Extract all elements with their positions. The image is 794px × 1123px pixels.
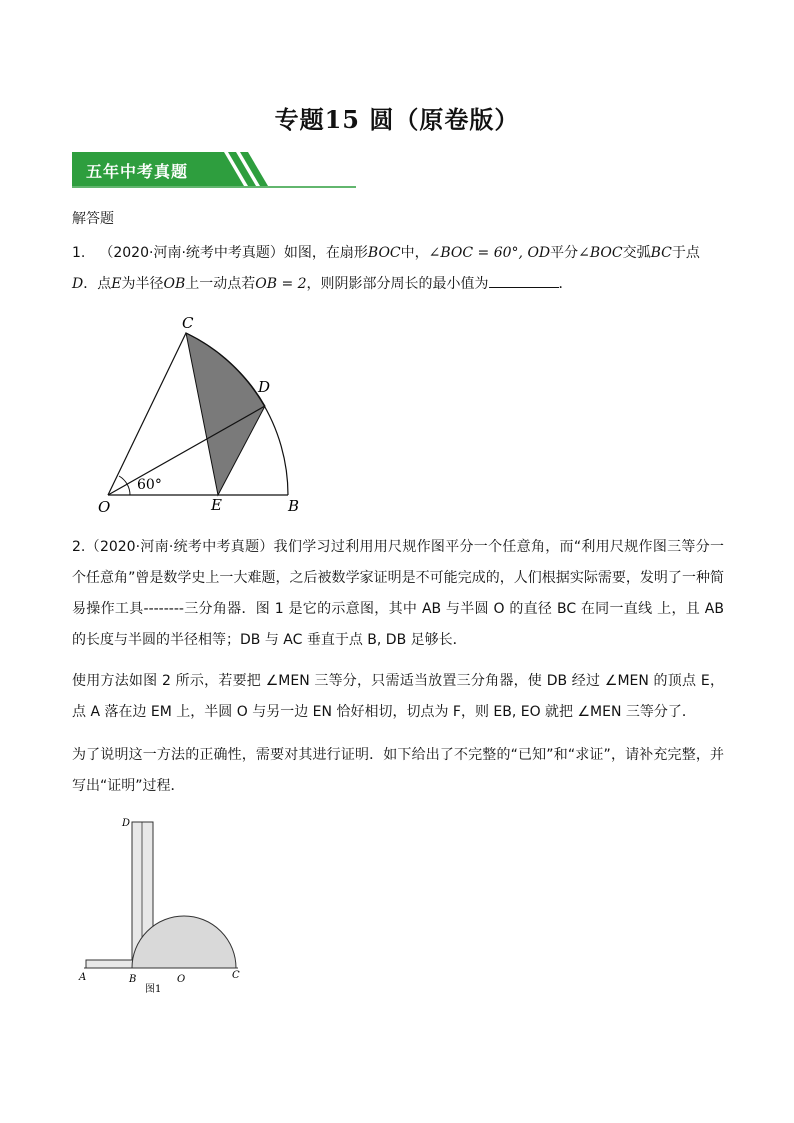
- q1-math-angle-boc: ∠BOC: [578, 245, 623, 261]
- q1-math-angle: ∠BOC = 60°, OD: [428, 245, 551, 261]
- question-2-para-1: 2.（2020·河南·统考中考真题）我们学习过利用用尺规作图平分一个任意角，而“利用尺规作图三等分一个任意角”曾是数学史上一大难题，之后被数学家证明是不可能完成的，人们根据实际需要，发明了一种简易操作工具--------三分角器．图 1 是它的示意图，其中 AB 与半圆 O 的直径 BC 在同一直线 上，且 AB 的长度与半圆的半径相等；DB 与 AC 垂直于点 B, DB 足够长．: [72, 539, 724, 648]
- answer-blank[interactable]: [489, 273, 559, 288]
- section-banner: [72, 152, 356, 188]
- q1-source: （2020·河南·统考中考真题）: [99, 245, 284, 261]
- q1-math-ob-eq: OB = 2: [255, 276, 307, 292]
- question-1: [72, 238, 724, 300]
- page-title: 专题15 圆（原卷版）: [274, 105, 520, 134]
- question-type: 解答题: [72, 211, 114, 227]
- q1-math-e: E: [111, 276, 122, 292]
- q1-math-boc: BOC: [367, 245, 401, 261]
- question-2-para-2: 使用方法如图 2 所示，若要把 ∠MEN 三等分，只需适当放置三分角器，使 DB 经过 ∠MEN 的顶点 E，点 A 落在边 EM 上，半圆 O 与另一边 EN 恰好相切，切点为 F，则 EB, EO 就把 ∠MEN 三等分了．: [72, 673, 724, 720]
- q1-text: ．点: [83, 276, 112, 292]
- q1-number: 1.: [72, 245, 86, 261]
- q1-text: 于点: [671, 245, 700, 261]
- q1-text: 中，: [400, 245, 429, 261]
- q1-text: 交弧: [622, 245, 651, 261]
- label-d2: D: [122, 818, 131, 829]
- figure-trisector: [70, 812, 260, 1002]
- figure-caption: 图1: [145, 984, 162, 995]
- q1-math-bc: BC: [650, 245, 672, 261]
- label-a2: A: [79, 972, 87, 983]
- question-2-para-3: 为了说明这一方法的正确性，需要对其进行证明．如下给出了不完整的“已知”和“求证”，请补充完整，并写出“证明”过程．: [72, 747, 724, 794]
- label-o: O: [98, 498, 111, 516]
- label-c: C: [182, 314, 194, 332]
- figure-sector: [90, 310, 320, 520]
- label-e: E: [211, 496, 222, 514]
- label-c2: C: [232, 970, 240, 981]
- q1-math-ob: OB: [163, 276, 186, 292]
- q1-math-d: D: [72, 276, 84, 292]
- q1-text: 为半径: [121, 276, 164, 292]
- q1-text: 上一动点若: [185, 276, 256, 292]
- q1-text: 平分: [550, 245, 579, 261]
- label-d: D: [258, 378, 271, 396]
- q1-text: ．: [558, 276, 573, 292]
- label-b2: B: [129, 974, 137, 985]
- label-o2: O: [177, 974, 186, 985]
- section-banner-text: 五年中考真题: [86, 162, 189, 181]
- q1-text: 如图，在扇形: [283, 245, 368, 261]
- label-b: B: [288, 497, 300, 515]
- q1-text: ，则阴影部分周长的最小值为: [306, 276, 489, 292]
- label-angle: 60°: [137, 477, 162, 493]
